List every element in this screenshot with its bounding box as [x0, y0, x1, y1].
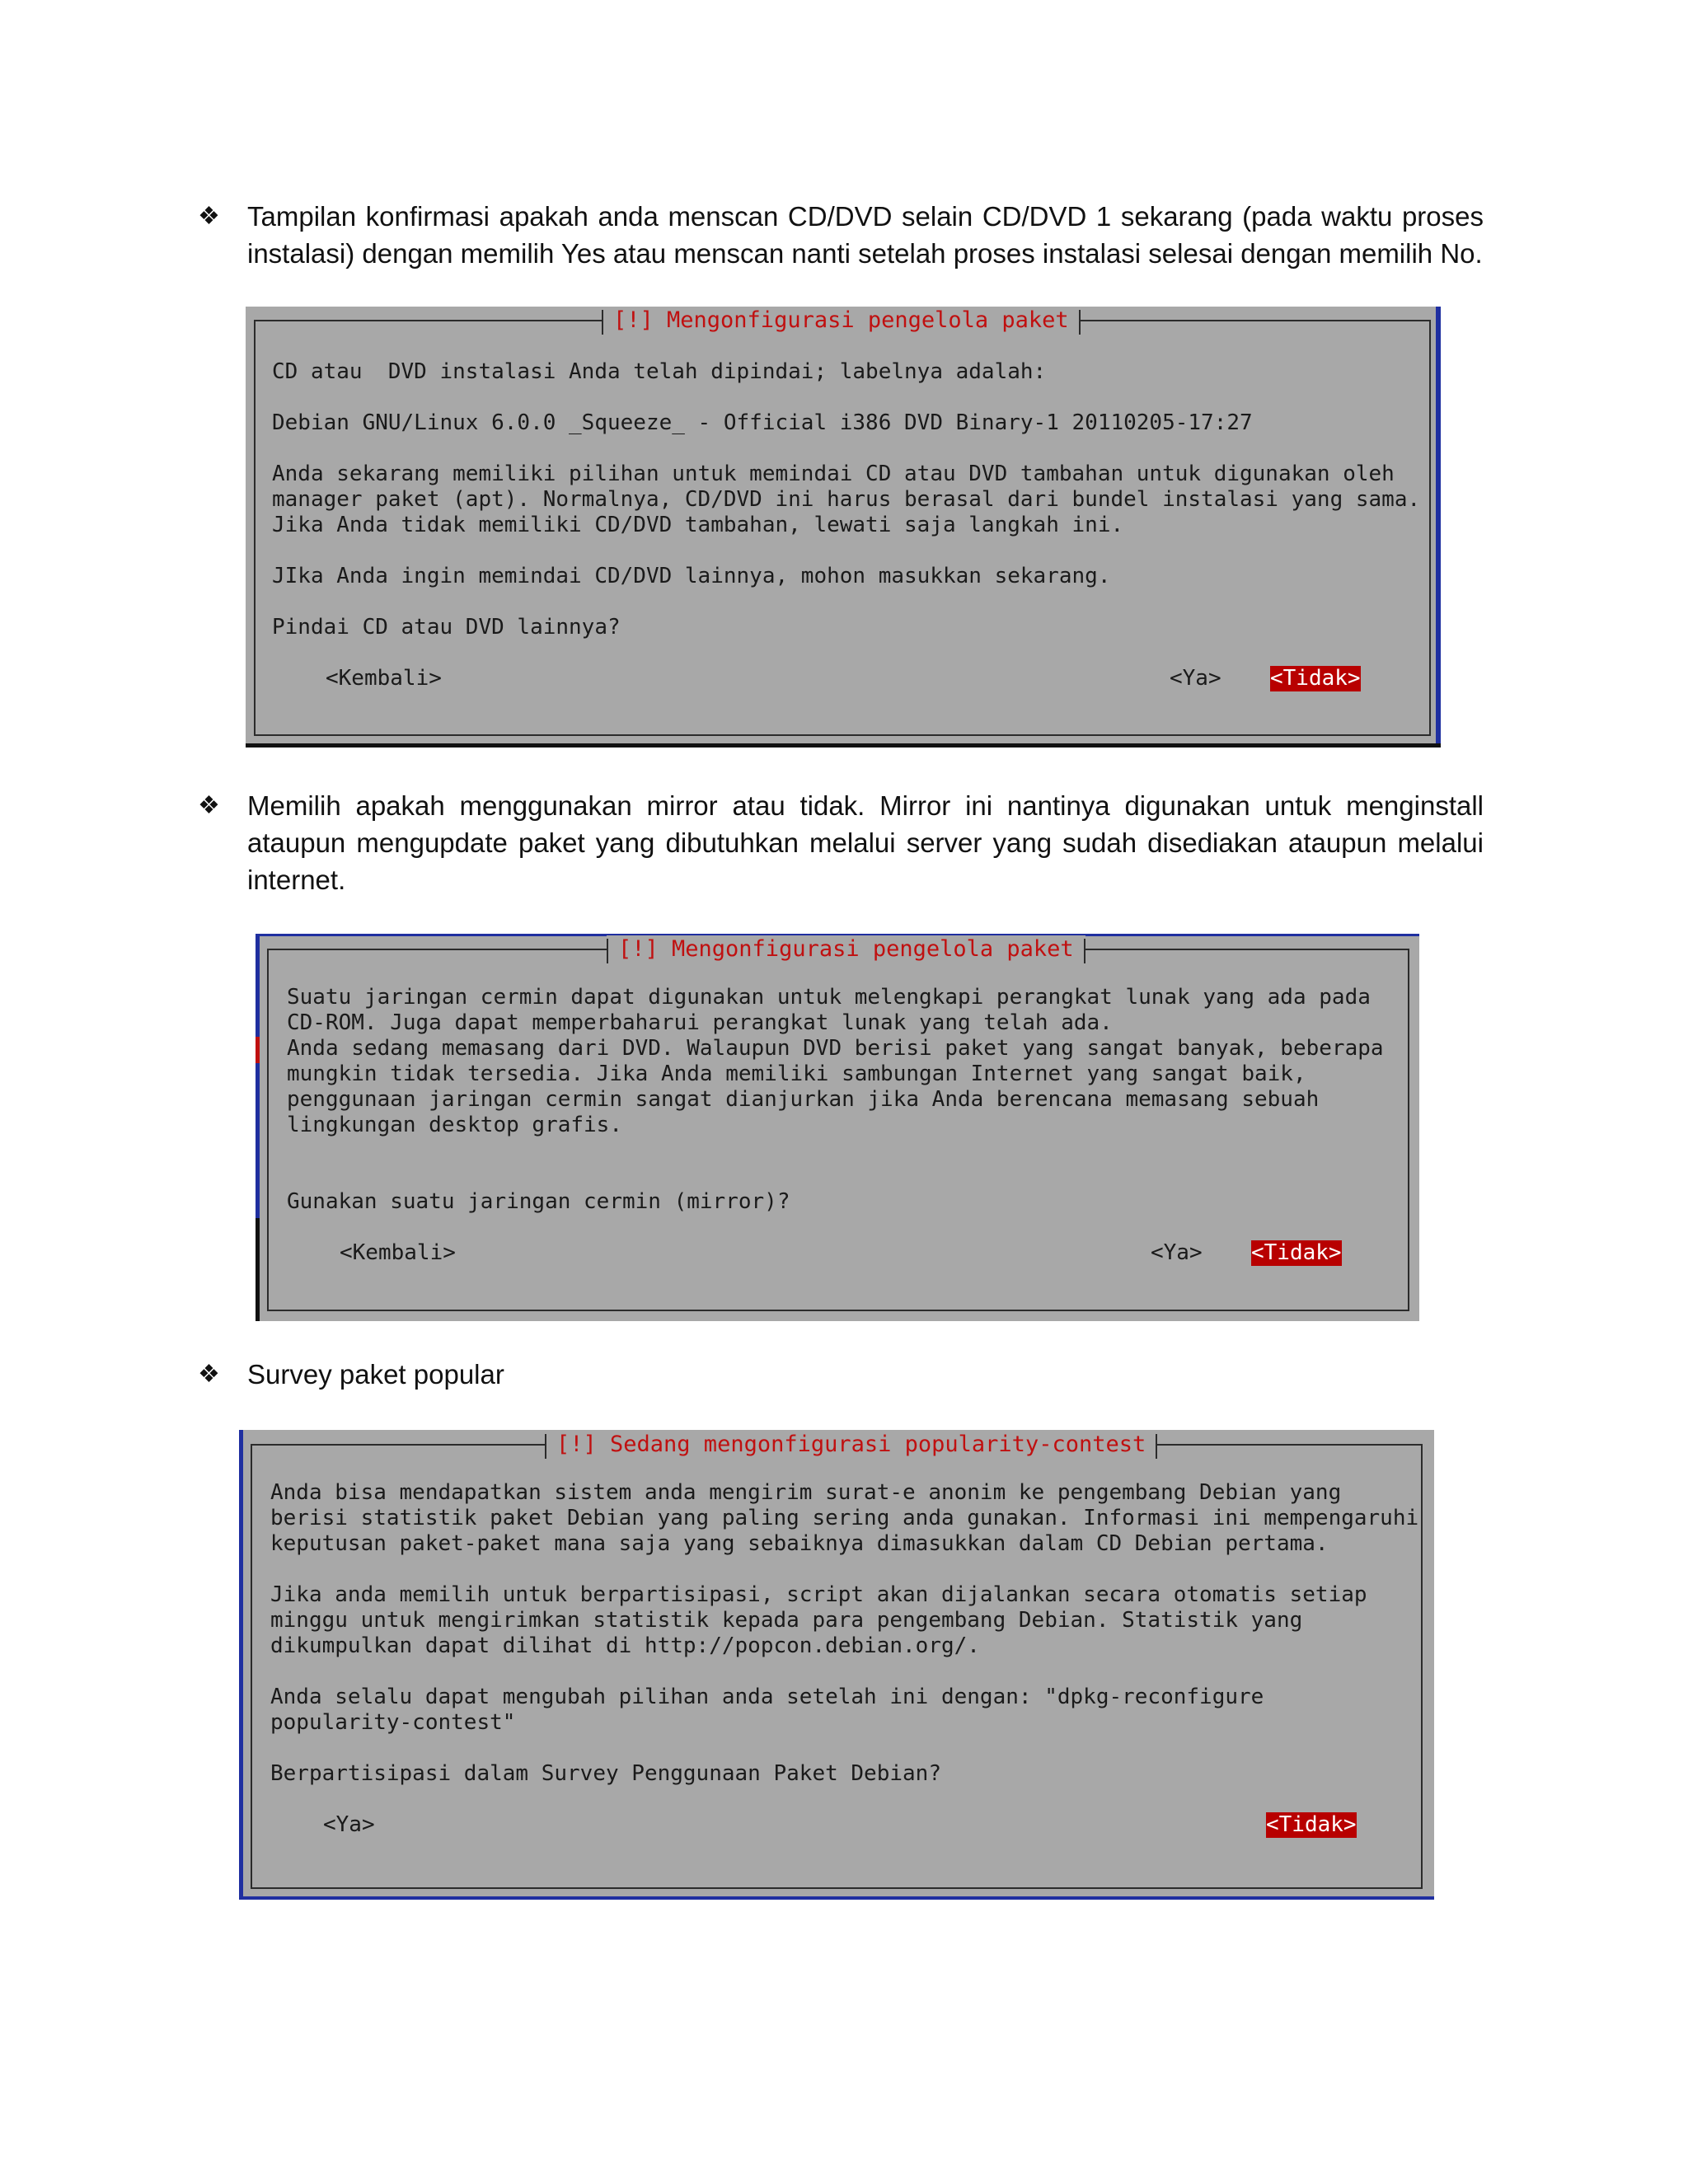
yes-button[interactable]: <Ya>	[1170, 666, 1221, 691]
screen-edge	[1436, 307, 1441, 748]
four-diamond-bullet-icon: ❖	[198, 792, 220, 819]
dialog-box	[254, 307, 1431, 736]
yes-button[interactable]: <Ya>	[323, 1812, 375, 1837]
four-diamond-bullet-icon: ❖	[198, 203, 220, 230]
yes-button[interactable]: <Ya>	[1151, 1240, 1203, 1265]
screen-edge	[239, 1896, 1434, 1900]
dialog-question: Berpartisipasi dalam Survey Penggunaan Paket Debian?	[270, 1761, 941, 1786]
installer-screenshot-1	[246, 307, 1441, 748]
dialog-question: Pindai CD atau DVD lainnya?	[272, 615, 621, 640]
dialog-box	[251, 1432, 1423, 1889]
no-button[interactable]: <Tidak>	[1266, 1812, 1357, 1837]
bullet-paragraph-3	[198, 1356, 1484, 1393]
back-button[interactable]: <Kembali>	[340, 1240, 456, 1265]
dialog-paragraph: Anda selalu dapat mengubah pilihan anda setelah ini dengan: "dpkg-reconfigure popularity-contest"	[270, 1685, 1264, 1735]
dialog-line: Debian GNU/Linux 6.0.0 _Squeeze_ - Official i386 DVD Binary-1 20110205-17:27	[272, 410, 1253, 435]
paragraph-text: Tampilan konfirmasi apakah anda menscan CD/DVD selain CD/DVD 1 sekarang (pada waktu proses instalasi) dengan memilih Yes atau menscan nanti setelah proses instalasi selesai dengan memilih No.	[247, 201, 1484, 269]
installer-screenshot-3	[239, 1430, 1434, 1900]
paragraph-text: Memilih apakah menggunakan mirror atau tidak. Mirror ini nantinya digunakan untuk menginstall ataupun mengupdate paket yang dibutuhkan melalui server yang sudah disediakan ataupun melalui internet.	[247, 790, 1484, 895]
dialog-paragraph: Anda sekarang memiliki pilihan untuk memindai CD atau DVD tambahan untuk digunakan oleh manager paket (apt). Normalnya, CD/DVD ini harus berasal dari bundel instalasi yang sama. Jika Anda tidak memiliki CD/DVD tambahan, lewati saja langkah ini.	[272, 462, 1421, 537]
screen-edge	[256, 1218, 260, 1321]
bullet-paragraph-2	[198, 787, 1484, 898]
dialog-title: [!] Sedang mengonfigurasi popularity-contest	[545, 1431, 1157, 1459]
screen-edge	[246, 743, 1441, 748]
dialog-box	[267, 936, 1409, 1311]
dialog-paragraph: Suatu jaringan cermin dapat digunakan untuk melengkapi perangkat lunak yang ada pada CD-ROM. Juga dapat memperbaharui perangkat lunak yang telah ada.	[287, 985, 1371, 1035]
dialog-line: CD atau DVD instalasi Anda telah dipindai; labelnya adalah:	[272, 359, 1047, 384]
back-button[interactable]: <Kembali>	[326, 666, 442, 691]
dialog-title: [!] Mengonfigurasi pengelola paket	[602, 307, 1081, 335]
screen-edge	[239, 1430, 243, 1900]
dialog-line: JIka Anda ingin memindai CD/DVD lainnya, mohon masukkan sekarang.	[272, 564, 1111, 588]
no-button[interactable]: <Tidak>	[1251, 1240, 1342, 1265]
four-diamond-bullet-icon: ❖	[198, 1361, 220, 1388]
bullet-paragraph-1	[198, 198, 1484, 272]
paragraph-text: Survey paket popular	[247, 1359, 504, 1390]
screen-edge	[256, 1037, 260, 1063]
dialog-paragraph: Anda bisa mendapatkan sistem anda mengirim surat-e anonim ke pengembang Debian yang berisi statistik paket Debian yang paling sering anda gunakan. Informasi ini mempengaruhi keputusan paket-paket mana saja yang sebaiknya dimasukkan dalam CD Debian pertama.	[270, 1480, 1419, 1556]
dialog-title: [!] Mengonfigurasi pengelola paket	[607, 935, 1085, 963]
dialog-paragraph: Anda sedang memasang dari DVD. Walaupun DVD berisi paket yang sangat banyak, beberapa mungkin tidak tersedia. Jika Anda memiliki sambungan Internet yang sangat baik, penggunaan jaringan cermin sangat dianjurkan jika Anda berencana memasang sebuah lingkungan desktop grafis.	[287, 1036, 1384, 1137]
dialog-question: Gunakan suatu jaringan cermin (mirror)?	[287, 1189, 790, 1214]
dialog-paragraph: Jika anda memilih untuk berpartisipasi, script akan dijalankan secara otomatis setiap minggu untuk mengirimkan statistik kepada para pengembang Debian. Statistik yang dikumpulkan dapat dilihat di http://popcon.debian.org/.	[270, 1582, 1367, 1658]
installer-screenshot-2	[256, 934, 1419, 1321]
no-button[interactable]: <Tidak>	[1270, 666, 1361, 691]
